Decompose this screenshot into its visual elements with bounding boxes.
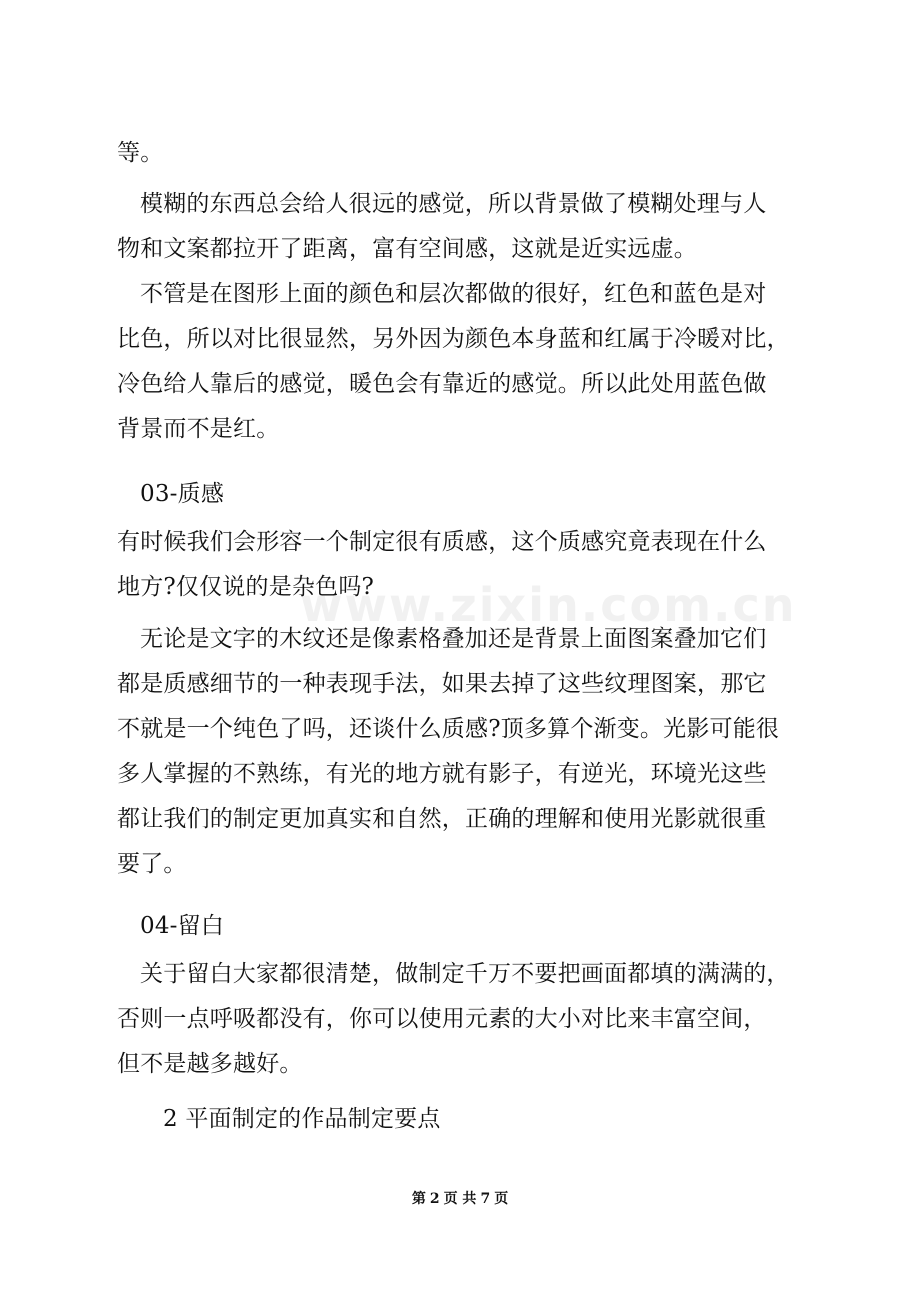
- text-line: 模糊的东西总会给人很远的感觉，所以背景做了模糊处理与人: [140, 191, 767, 217]
- footer-prefix: 第: [411, 1191, 426, 1207]
- text-line: 有时候我们会形容一个制定很有质感，这个质感究竟表现在什么: [117, 529, 767, 555]
- text-line: 否则一点呼吸都没有，你可以使用元素的大小对比来丰富空间，: [117, 1006, 767, 1032]
- text-line: 都让我们的制定更加真实和自然，正确的理解和使用光影就很重: [117, 806, 767, 832]
- text-line: 地方?仅仅说的是杂色吗?: [117, 574, 375, 600]
- section-heading: 2 平面制定的作品制定要点: [163, 1106, 441, 1132]
- footer-middle: 页 共: [443, 1191, 477, 1207]
- text-line: 关于留白大家都很清楚，做制定千万不要把画面都填的满满的，: [140, 961, 790, 987]
- text-line: 都是质感细节的一种表现手法，如果去掉了这些纹理图案，那它: [117, 671, 767, 697]
- section-heading: 04-留白: [140, 913, 225, 939]
- text-line: 要了。: [117, 851, 187, 877]
- footer-current-page: 2: [429, 1191, 440, 1207]
- footer-suffix: 页: [494, 1191, 509, 1207]
- text-line: 不管是在图形上面的颜色和层次都做的很好，红色和蓝色是对: [140, 281, 767, 307]
- text-line: 冷色给人靠后的感觉，暖色会有靠近的感觉。所以此处用蓝色做: [117, 371, 767, 397]
- section-heading: 03-质感: [140, 481, 225, 507]
- text-line: 等。: [117, 140, 164, 166]
- text-line: 多人掌握的不熟练，有光的地方就有影子，有逆光，环境光这些: [117, 761, 767, 787]
- text-line: 比色，所以对比很显然，另外因为颜色本身蓝和红属于冷暖对比，: [117, 326, 790, 352]
- text-line: 背景而不是红。: [117, 416, 280, 442]
- page-footer: [0, 1188, 920, 1208]
- text-line: 不就是一个纯色了吗，还谈什么质感?顶多算个渐变。光影可能很: [117, 716, 780, 742]
- text-line: 无论是文字的木纹还是像素格叠加还是背景上面图案叠加它们: [140, 626, 767, 652]
- text-line: 物和文案都拉开了距离，富有空间感，这就是近实远虚。: [117, 236, 697, 262]
- text-line: 但不是越多越好。: [117, 1051, 303, 1077]
- footer-total-pages: 7: [480, 1191, 491, 1207]
- watermark: www.zixin.com.cn: [300, 578, 797, 632]
